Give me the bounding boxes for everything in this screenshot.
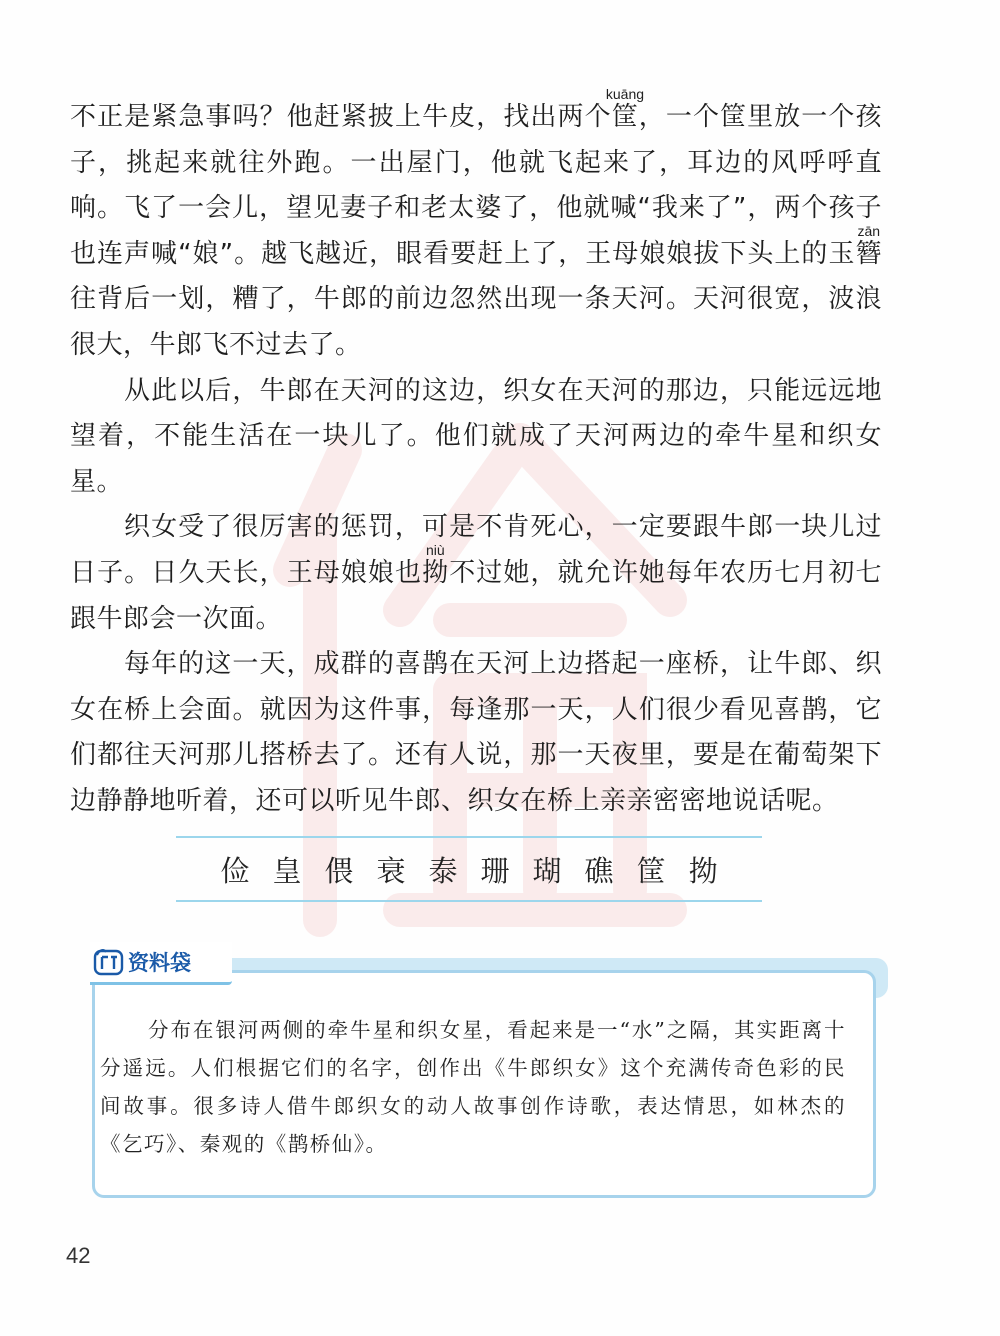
paragraph-text: 往背后一划，糟了，牛郎的前边忽然出现一条天河。天河很宽，波浪很大，牛郎飞不过去了。 [70,284,882,360]
new-character: 珊 [480,853,510,888]
paragraph-text: 织女受了很厉害的惩罚，可是不肯死心，一定要跟牛郎一块儿过日子。日久天长，王母娘娘也 [70,512,882,588]
info-tag [90,942,232,985]
book-icon [92,946,126,978]
new-character: 俭 [220,853,250,888]
new-character: 瑚 [532,853,562,888]
paragraph-text: 每年的这一天，成群的喜鹊在天河上边搭起一座桥，让牛郎、织女在桥上会面。就因为这件事，每逢那一天，人们很少看见喜鹊，它们都往天河那儿搭桥去了。还有人说，那一天夜里，要是在葡萄架下边静静地听着，还可以听见牛郎、织女在桥上亲亲密密地说话呢。 [70,649,882,816]
new-character: 筐 [636,853,666,888]
new-character: 礁 [584,853,614,888]
pinyin-annotated-char: 簪zān [855,222,882,269]
new-character: 拗 [688,853,718,888]
story-paragraph [70,369,882,506]
pinyin-annotation: niù [422,541,449,558]
new-character: 衰 [376,853,406,888]
paragraph-text: 不过她，就允许她每年农历七月初七跟牛郎会一次面。 [70,557,882,634]
info-panel-text: 分布在银河两侧的牵牛星和织女星，看起来是一“水”之隔，其实距离十分遥远。人们根据它们的名字，创作出《牛郎织女》这个充满传奇色彩的民间故事。很多诗人借牛郎织女的动人故事创作诗歌，表达情思，如林杰的《乞巧》、秦观的《鹊桥仙》。 [100,1018,846,1156]
story-paragraph [70,88,882,369]
story-paragraph [70,505,882,642]
page-number: 42 [66,1243,91,1268]
pinyin-annotation: kuāng [605,86,645,102]
paragraph-text: 不正是紧急事吗？他赶紧披上牛皮，找出两个 [70,102,612,132]
pinyin-annotated-char: 筐kuāng [605,86,645,132]
paragraph-text: 从此以后，牛郎在天河的这边，织女在天河的那边，只能远远地望着，不能生活在一块儿了。他们就成了天河两边的牵牛星和织女星。 [70,375,882,497]
paragraph-text: ，一个筐里放一个孩子，挑起来就往外跑。一出屋门，他就飞起来了，耳边的风呼呼直响。飞了一会儿，望见妻子和老太婆了，他就喊“我来了”，两个孩子也连声喊“娘”。越飞越近，眼看要赶上了，王母娘娘拔下头上的玉 [70,102,882,269]
info-tag-label: 资料袋 [128,951,191,975]
new-character: 皇 [272,853,302,888]
story-body-text [70,88,882,825]
pinyin-annotation: zān [855,222,882,239]
new-character: 泰 [428,853,458,888]
new-characters-box [176,836,762,902]
story-paragraph [70,642,882,824]
pinyin-annotated-char: 拗niù [422,541,450,588]
new-character: 偎 [324,853,354,888]
new-characters-list [220,849,717,890]
